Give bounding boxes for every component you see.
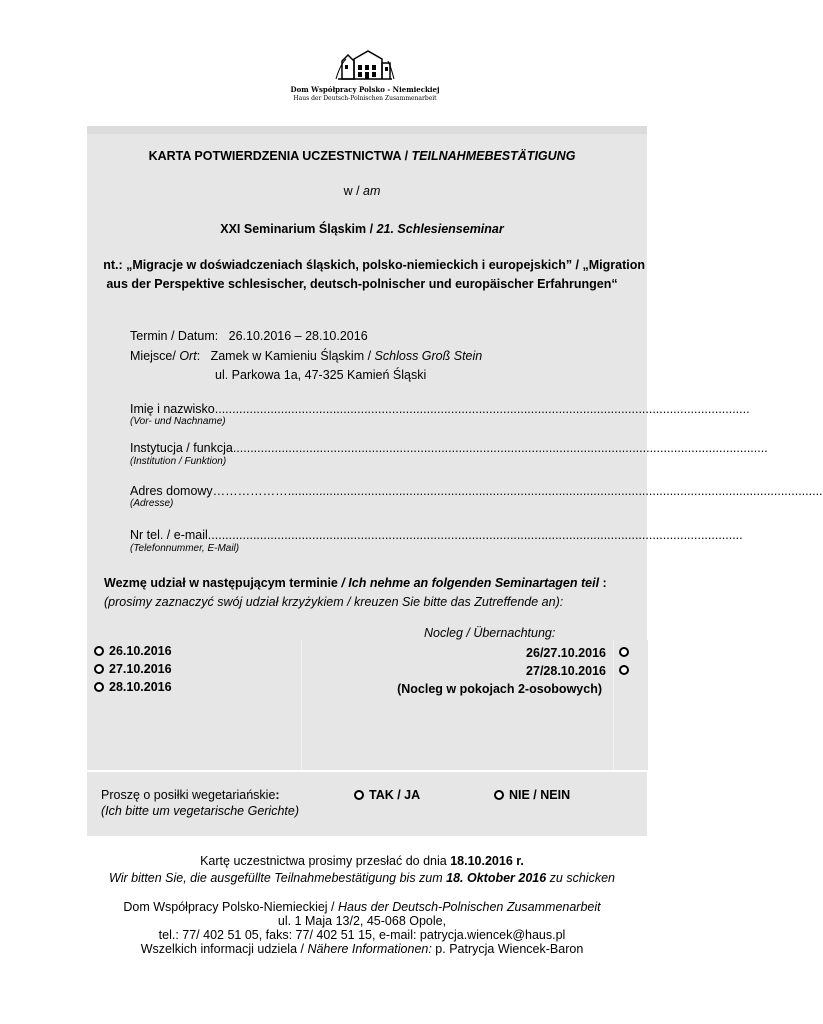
radio-icon[interactable] [619, 647, 629, 657]
logo-title: Dom Współpracy Polsko - Niemieckiej [290, 85, 440, 94]
radio-icon[interactable] [94, 682, 104, 692]
form-title: KARTA POTWIERDZENIA UCZESTNICTWA / TEILNAHMEBESTÄTIGUNG [148, 149, 576, 163]
participation-heading: Wezmę udział w następującym terminie / Ich nehme an folgenden Seminartagen teil : [104, 576, 607, 590]
organization-name: Dom Współpracy Polsko-Niemieckiej / Haus der Deutsch-Polnischen Zusammenarbeit [123, 900, 601, 914]
vegetarian-question: Proszę o posiłki wegetariańskie: [101, 788, 280, 802]
day-option-3[interactable]: 28.10.2016 [94, 680, 172, 694]
form-panel-top [87, 126, 647, 134]
place-row: Miejsce/ Ort: Zamek w Kamieniu Śląskim / Schloss Groß Stein [130, 349, 483, 363]
night-option-2-label: 27/28.10.2016 [526, 664, 606, 678]
phone-email-field-hint: (Telefonnummer, E-Mail) [130, 543, 240, 554]
contact-person: Wszelkich informacji udziela / Nähere Informationen: p. Patrycja Wiencek-Baron [140, 942, 584, 956]
seminar-title: XXI Seminarium Śląskim / 21. Schlesienseminar [220, 222, 504, 236]
institution-field[interactable]: Instytucja / funkcja.......................................................................................................................................................... [130, 441, 768, 455]
night-option-1[interactable] [619, 644, 634, 662]
day-option-1[interactable]: 26.10.2016 [94, 644, 172, 658]
days-cell [87, 640, 301, 770]
send-deadline-pl: Kartę uczestnictwa prosimy przesłać do dnia 18.10.2016 r. [200, 854, 524, 868]
form-panel [87, 126, 823, 640]
night-option-1-label: 26/27.10.2016 [526, 646, 606, 660]
address-row: ul. Parkowa 1a, 47-325 Kamień Śląski [215, 368, 427, 382]
organization-address: ul. 1 Maja 13/2, 45-068 Opole, [277, 914, 447, 928]
send-deadline-de: Wir bitten Sie, die ausgefüllte Teilnahmebestätigung bis zum 18. Oktober 2016 zu schicken [109, 871, 615, 885]
date-row: Termin / Datum: 26.10.2016 – 28.10.2016 [130, 329, 368, 343]
vegetarian-no-option[interactable]: NIE / NEIN [494, 788, 570, 802]
radio-icon[interactable] [354, 790, 364, 800]
room-note: (Nocleg w pokojach 2-osobowych) [397, 682, 602, 696]
vegetarian-question-de: (Ich bitte um vegetarische Gerichte) [101, 804, 299, 818]
castle-logo-icon [334, 45, 396, 83]
phone-email-field[interactable]: Nr tel. / e-mail.......................................................................................................................................................... [130, 528, 743, 542]
name-field[interactable]: Imię i nazwisko.......................................................................................................................................................... [130, 402, 750, 416]
topic-line-1: nt.: „Migracje w doświadczeniach śląskich, polsko-niemieckich i europejskich” / „Migration [103, 258, 645, 272]
overnight-label: Nocleg / Übernachtung: [424, 626, 556, 640]
day-option-2[interactable]: 27.10.2016 [94, 662, 172, 676]
logo-subtitle: Haus der Deutsch-Polnischen Zusammenarbeit [293, 95, 437, 102]
home-address-field[interactable]: Adres domowy……………….......................................................................................................................................................... [130, 484, 823, 498]
organization-contact: tel.: 77/ 402 51 05, faks: 77/ 402 51 15, e-mail: patrycja.wiencek@haus.pl [158, 928, 566, 942]
organization-logo [290, 45, 440, 107]
participation-instruction: (prosimy zaznaczyć swój udział krzyżykiem / kreuzen Sie bitte das Zutreffende an): [104, 595, 564, 609]
topic-line-2: aus der Perspektive schlesischer, deutsch-polnischer und europäischer Erfahrungen“ [106, 277, 618, 291]
vegetarian-yes-option[interactable]: TAK / JA [354, 788, 420, 802]
name-field-hint: (Vor- und Nachname) [130, 416, 226, 427]
radio-icon[interactable] [94, 646, 104, 656]
radio-icon[interactable] [494, 790, 504, 800]
radio-icon[interactable] [619, 665, 629, 675]
radio-icon[interactable] [94, 664, 104, 674]
night-option-2[interactable] [619, 662, 634, 680]
home-address-field-hint: (Adresse) [130, 498, 174, 509]
institution-field-hint: (Institution / Funktion) [130, 456, 227, 467]
in-at-line: w / am [343, 184, 381, 198]
